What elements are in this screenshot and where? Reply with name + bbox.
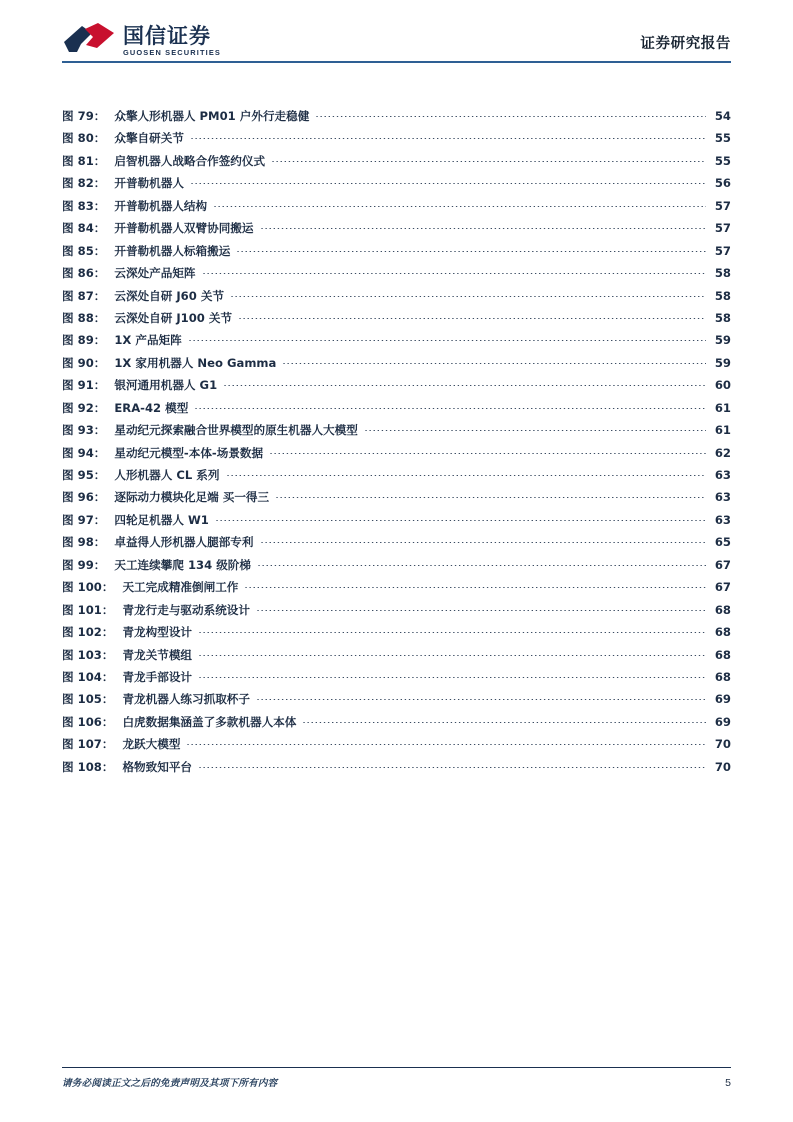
leader-dots (223, 377, 706, 389)
figure-list-item[interactable] (62, 265, 731, 287)
figure-list-item-label: 图 81： (62, 153, 106, 168)
figure-list-item-page: 70 (714, 759, 731, 774)
figure-list-item[interactable] (62, 332, 731, 354)
leader-dots (364, 422, 706, 434)
figure-list-item-label: 图 86： (62, 266, 106, 281)
guosen-logo-mark (62, 22, 116, 56)
figure-list-item-label: 图 93： (62, 423, 106, 438)
figure-list-item[interactable] (62, 512, 731, 534)
figure-list-item-title: 1X 产品矩阵 (114, 333, 182, 348)
leader-dots (244, 579, 706, 591)
figure-list-item-label: 图 85： (62, 243, 106, 258)
leader-dots (256, 691, 706, 703)
figure-list-item-page: 68 (714, 669, 731, 684)
guosen-logo (62, 22, 221, 58)
figure-list-item[interactable] (62, 759, 731, 781)
figure-list-item-label: 图 91： (62, 378, 106, 393)
leader-dots (260, 220, 707, 232)
figure-list-item[interactable] (62, 624, 731, 646)
figure-list-item-page: 55 (714, 131, 731, 146)
leader-dots (188, 332, 706, 344)
logo-name-en: GUOSEN SECURITIES (123, 47, 221, 57)
figure-list-item-label: 图 88： (62, 310, 106, 325)
leader-dots (282, 355, 706, 367)
figure-list-item-page: 58 (714, 310, 731, 325)
figure-list-item-title: 卓益得人形机器人腿部专利 (114, 535, 254, 550)
leader-dots (198, 759, 706, 771)
figure-list-item-label: 图 89： (62, 333, 106, 348)
figure-list-item-title: 天工完成精准倒闸工作 (122, 580, 239, 595)
figure-list-item-label: 图 98： (62, 535, 106, 550)
leader-dots (315, 108, 706, 120)
figure-list-item-title: 开普勒机器人结构 (114, 198, 208, 213)
figure-list-item-page: 67 (714, 557, 731, 572)
footer-divider (62, 1067, 731, 1068)
figure-list-item[interactable] (62, 377, 731, 399)
leader-dots (256, 602, 706, 614)
page-header (0, 0, 793, 100)
leader-dots (202, 265, 706, 277)
figure-list-item-title: 银河通用机器人 G1 (114, 378, 218, 393)
figure-list-item-label: 图 100： (62, 580, 114, 595)
figure-list-item-title: 众擎人形机器人 PM01 户外行走稳健 (114, 109, 310, 123)
figure-list-item-title: 云深处自研 J100 关节 (114, 310, 233, 325)
leader-dots (275, 489, 706, 501)
figure-list-item-label: 图 97： (62, 512, 106, 527)
figure-list-item[interactable] (62, 422, 731, 444)
figure-list-item-label: 图 79： (62, 109, 106, 123)
figure-list-item-page: 65 (714, 535, 731, 550)
figure-list-item-title: 白虎数据集涵盖了多款机器人本体 (122, 714, 297, 729)
figure-list-item-title: 青龙手部设计 (122, 669, 193, 684)
page-footer (62, 1067, 731, 1089)
page-number: 5 (725, 1077, 731, 1089)
leader-dots (230, 288, 706, 300)
leader-dots (198, 624, 706, 636)
figure-list-item-title: 青龙机器人练习抓取杯子 (122, 692, 250, 707)
footer-row (62, 1075, 731, 1089)
figure-list-item[interactable] (62, 355, 731, 377)
figure-list-item-label: 图 105： (62, 692, 114, 707)
figure-list-item[interactable] (62, 310, 731, 332)
figure-list-item-label: 图 82： (62, 176, 106, 191)
figure-list-item-page: 59 (714, 333, 731, 348)
figure-list-item-label: 图 92： (62, 400, 106, 415)
figure-list-item-label: 图 94： (62, 445, 106, 460)
figure-list-item-page: 60 (714, 378, 731, 393)
figure-list-item-label: 图 101： (62, 602, 114, 617)
leader-dots (271, 153, 706, 165)
leader-dots (236, 243, 706, 255)
figure-list-item[interactable] (62, 153, 731, 175)
figure-list (62, 108, 731, 781)
figure-list-item-title: 开普勒机器人 (114, 176, 184, 191)
figure-list-item-title: 开普勒机器人标箱搬运 (114, 243, 231, 258)
figure-list-item-page: 55 (714, 153, 731, 168)
figure-list-item-page: 69 (714, 692, 731, 707)
figure-list-item-label: 图 80： (62, 131, 106, 146)
figure-list-item-title: 启智机器人战略合作签约仪式 (114, 153, 266, 168)
leader-dots (198, 647, 706, 659)
leader-dots (198, 669, 706, 681)
figure-list-item-label: 图 84： (62, 221, 106, 236)
leader-dots (257, 557, 706, 569)
figure-list-item-page: 61 (714, 400, 731, 415)
figure-list-item-page: 57 (714, 243, 731, 258)
figure-list-item-page: 58 (714, 266, 731, 281)
figure-list-item-page: 63 (714, 512, 731, 527)
figure-list-item-label: 图 102： (62, 625, 114, 640)
leader-dots (215, 512, 706, 524)
figure-list-item-label: 图 87： (62, 288, 106, 303)
figure-list-item-page: 61 (714, 423, 731, 438)
figure-list-item-page: 70 (714, 737, 731, 752)
figure-list-item[interactable] (62, 736, 731, 758)
figure-list-item-label: 图 90： (62, 355, 106, 370)
figure-list-item-page: 63 (714, 468, 731, 482)
figure-list-item[interactable] (62, 714, 731, 736)
figure-list-item[interactable] (62, 691, 731, 713)
figure-list-item[interactable] (62, 108, 731, 130)
figure-list-item-page: 59 (714, 355, 731, 370)
leader-dots (260, 534, 707, 546)
figure-list-item[interactable] (62, 198, 731, 220)
leader-dots (186, 736, 706, 748)
figure-list-item-label: 图 106： (62, 714, 114, 729)
figure-list-item-title: 云深处自研 J60 关节 (114, 288, 225, 303)
figure-list-item-title: 格物致知平台 (122, 759, 193, 774)
figure-list-item-title: 四轮足机器人 W1 (114, 512, 209, 527)
logo-name-cn: 国信证券 (123, 23, 211, 48)
figure-list-item-title: 青龙构型设计 (122, 625, 193, 640)
figure-list-item-page: 58 (714, 288, 731, 303)
figure-list-item[interactable] (62, 175, 731, 197)
figure-list-item-title: 天工连续攀爬 134 级阶梯 (114, 557, 251, 572)
figure-list-item[interactable] (62, 669, 731, 691)
figure-list-item-label: 图 104： (62, 669, 114, 684)
report-type-label: 证券研究报告 (640, 36, 731, 52)
figure-list-item-title: 人形机器人 CL 系列 (114, 468, 220, 482)
figure-list-item[interactable] (62, 557, 731, 579)
figure-list-item-title: 云深处产品矩阵 (114, 266, 196, 281)
figure-list-item-page: 56 (714, 176, 731, 191)
figure-list-item-title: 1X 家用机器人 Neo Gamma (114, 355, 277, 370)
figure-list-item-label: 图 108： (62, 759, 114, 774)
figure-list-item[interactable] (62, 647, 731, 669)
logo-wordmark (123, 25, 221, 56)
figure-list-item[interactable] (62, 467, 731, 489)
leader-dots (269, 445, 706, 457)
leader-dots (194, 400, 706, 412)
figure-list-item[interactable] (62, 288, 731, 310)
leader-dots (213, 198, 706, 210)
figure-list-item-label: 图 95： (62, 468, 106, 482)
figure-list-item-page: 54 (714, 109, 731, 123)
figure-list-item-label: 图 96： (62, 490, 106, 505)
figure-list-item-page: 68 (714, 625, 731, 640)
header-row (62, 0, 731, 58)
disclaimer-note: 请务必阅读正文之后的免责声明及其项下所有内容 (62, 1078, 278, 1089)
figure-list-item-page: 67 (714, 580, 731, 595)
figure-list-item-label: 图 99： (62, 557, 106, 572)
figure-list-item-title: 青龙关节模组 (122, 647, 193, 662)
leader-dots (190, 175, 706, 187)
figure-list-item-title: 青龙行走与驱动系统设计 (122, 602, 250, 617)
leader-dots (226, 467, 707, 479)
figure-list-item-page: 57 (714, 198, 731, 213)
figure-list-item[interactable] (62, 602, 731, 624)
header-divider (62, 61, 731, 63)
figure-list-item-page: 69 (714, 714, 731, 729)
leader-dots (190, 130, 706, 142)
figure-list-item-title: 星动纪元模型-本体-场景数据 (114, 445, 264, 460)
figure-list-item-page: 63 (714, 490, 731, 505)
leader-dots (302, 714, 706, 726)
figure-list-item-title: ERA-42 模型 (114, 400, 189, 415)
leader-dots (238, 310, 706, 322)
figure-list-item-page: 68 (714, 602, 731, 617)
figure-list-item-title: 开普勒机器人双臂协同搬运 (114, 221, 254, 236)
figure-list-item-title: 星动纪元探索融合世界模型的原生机器人大模型 (114, 423, 358, 438)
figure-list-item[interactable] (62, 400, 731, 422)
figure-list-item[interactable] (62, 220, 731, 242)
figure-list-item-title: 众擎自研关节 (114, 131, 184, 146)
figure-list-item[interactable] (62, 445, 731, 467)
figure-list-item-title: 逐际动力模块化足端 买一得三 (114, 490, 270, 505)
figure-list-item[interactable] (62, 579, 731, 601)
figure-list-item-title: 龙跃大模型 (122, 737, 181, 752)
figure-list-item-label: 图 103： (62, 647, 114, 662)
figure-list-item-label: 图 107： (62, 737, 114, 752)
figure-list-item-label: 图 83： (62, 198, 106, 213)
figure-list-item[interactable] (62, 534, 731, 556)
figure-list-item[interactable] (62, 489, 731, 511)
figure-list-item[interactable] (62, 243, 731, 265)
figure-list-item-page: 62 (714, 445, 731, 460)
figure-list-item-page: 68 (714, 647, 731, 662)
figure-list-item-page: 57 (714, 221, 731, 236)
figure-list-item[interactable] (62, 130, 731, 152)
